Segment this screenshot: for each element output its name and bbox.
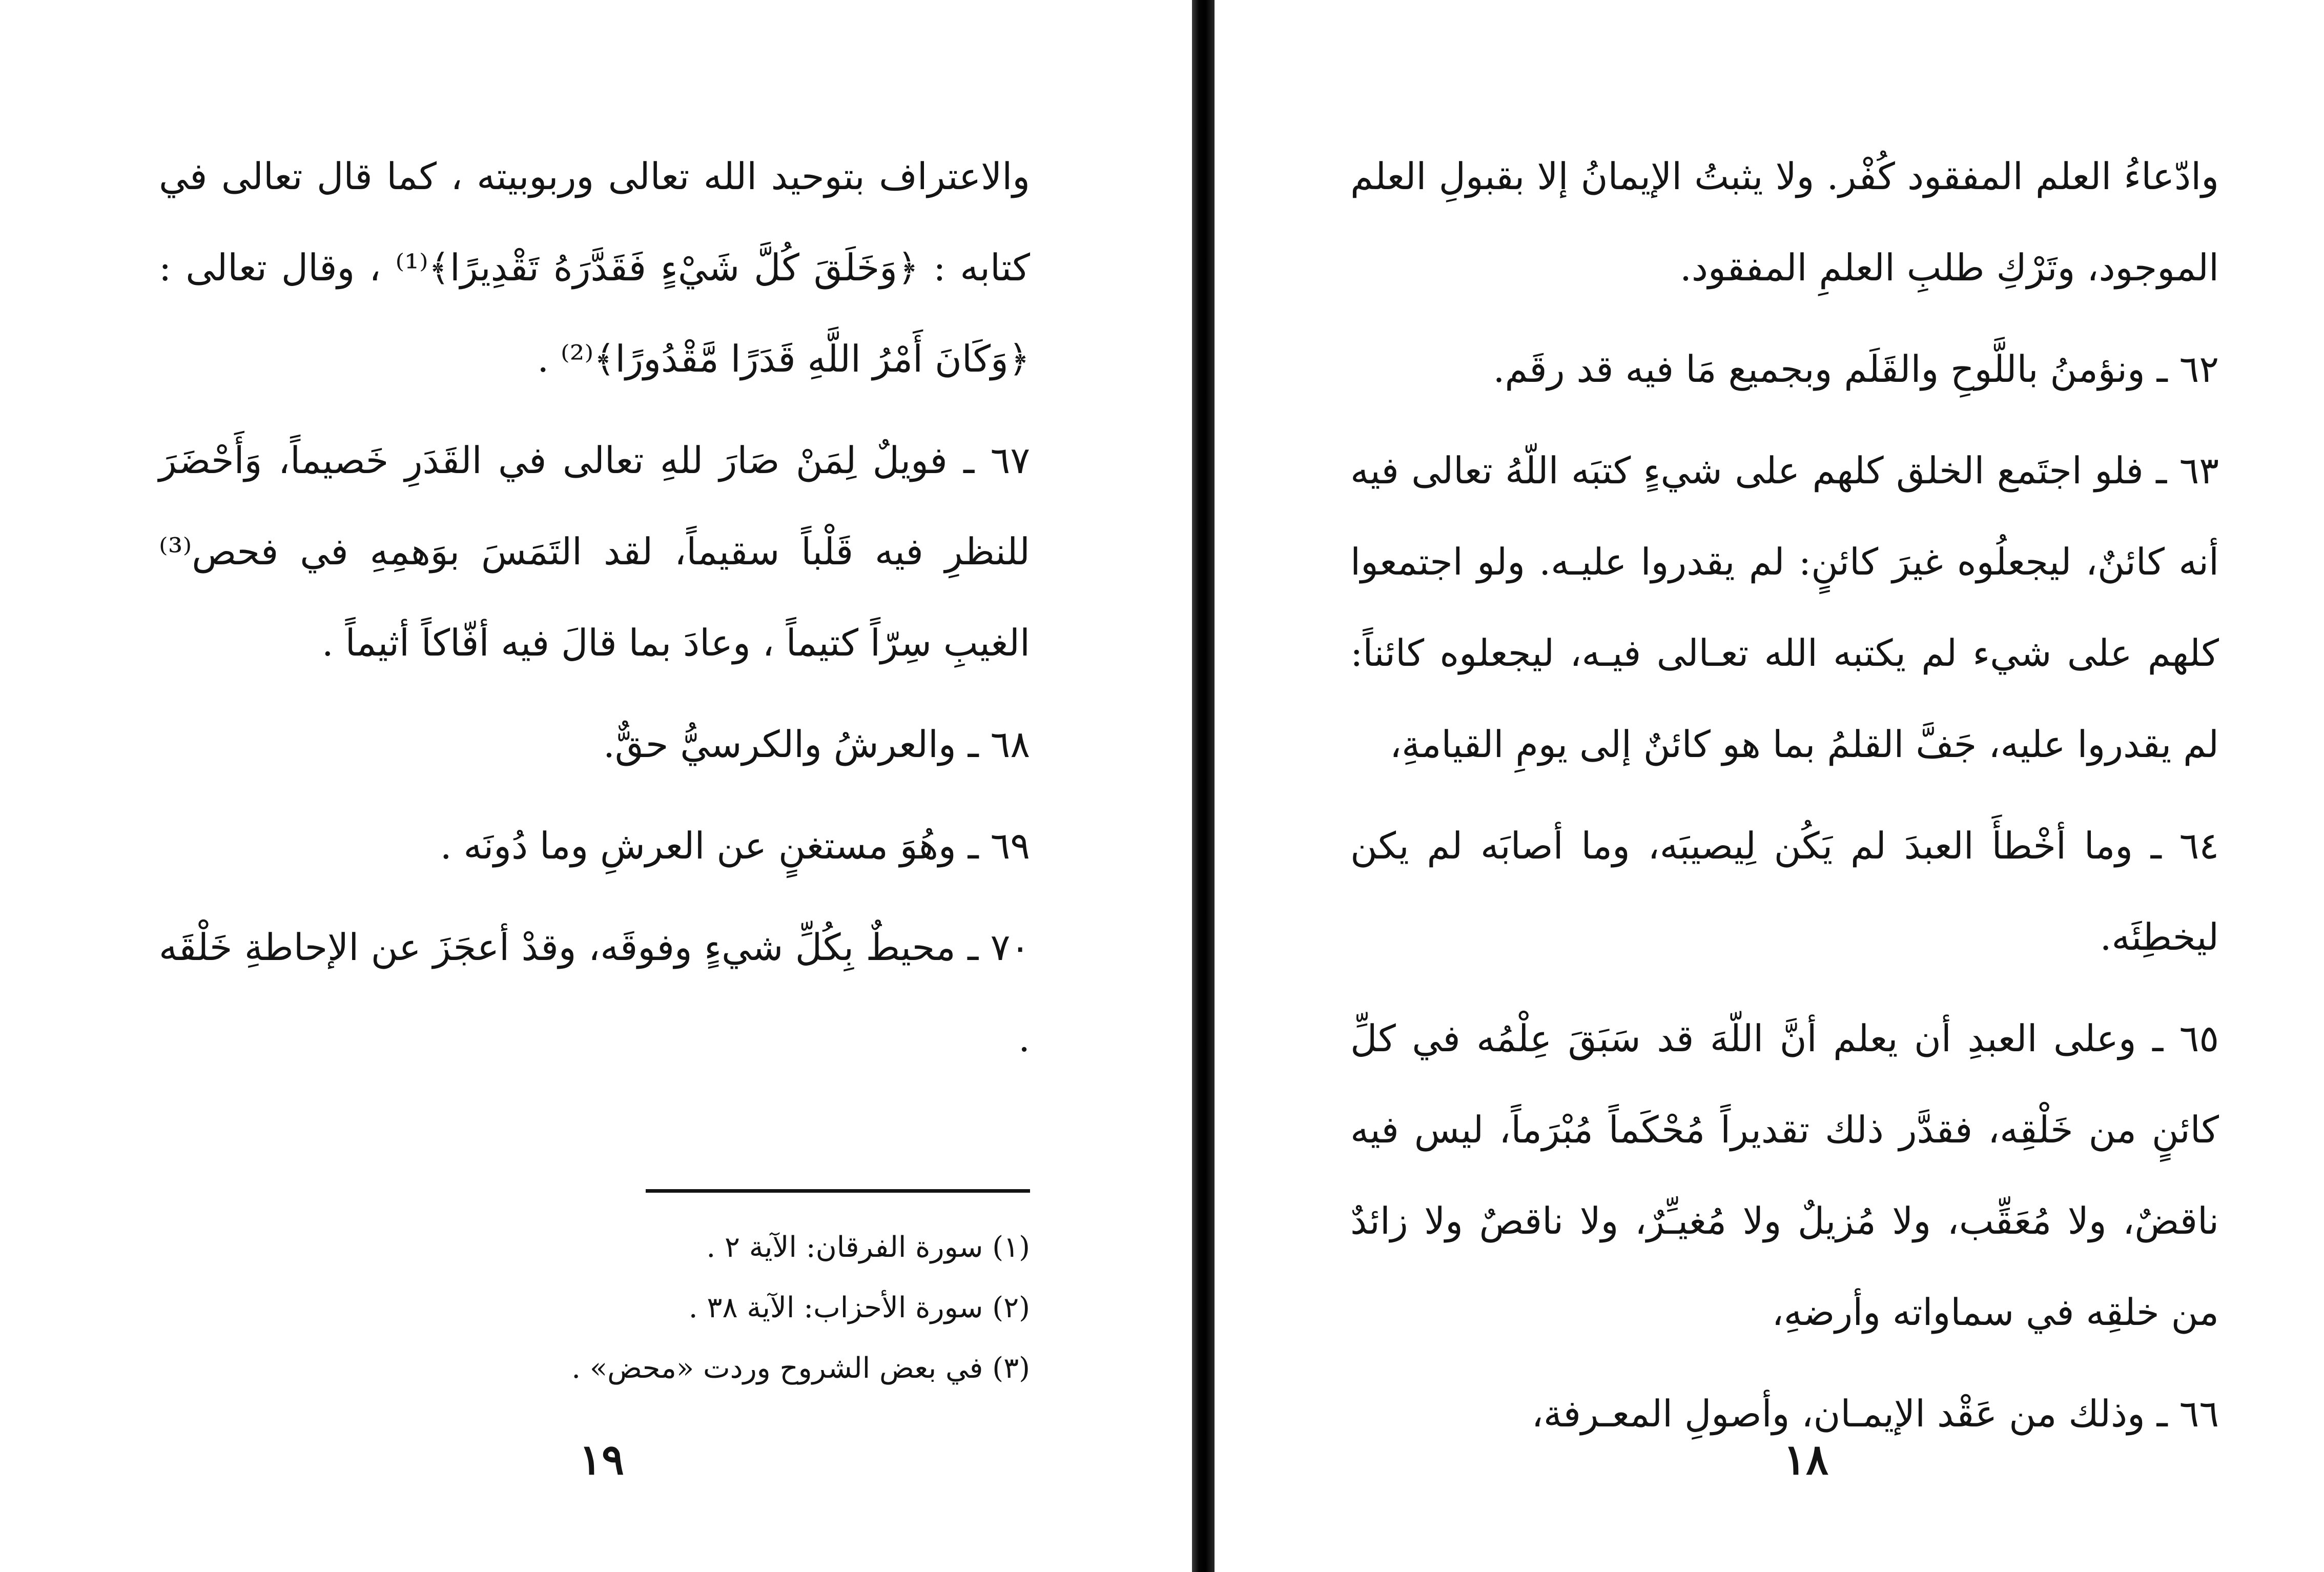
paragraph: وادّعاءُ العلم المفقود كُفْر. ولا يثبتُ الإيمانُ إلا بقبولِ العلم الموجود، وتَرْكِ طلبِ العلمِ المفقود. — [1350, 155, 2219, 289]
left-page-body — [159, 131, 1030, 1084]
footnote-1: (١) سورة الفرقان: الآية ٢ . — [706, 1231, 1030, 1264]
paragraph-63: ٦٣ ـ فلو اجتَمع الخلق كلهم على شيءٍ كتبَه اللّهُ تعالى فيه أنه كائنٌ، ليجعلُوه غيرَ كائنٍ: لم يقدروا عليـه. ولو اجتمعوا كلهم على شيء لم يكتبه الله تعـالى فيـه، ليجعلوه كائناً: لم يقدروا عليه، جَفَّ القلمُ بما هو كائنٌ إلى يومِ القيامةِ، — [1350, 449, 2219, 766]
paragraph-69: ٦٩ ـ وهُوَ مستغنٍ عن العرشِ وما دُونَه . — [440, 824, 1030, 867]
footnote-3: (٣) في بعض الشروح وردت «محض» . — [571, 1352, 1030, 1385]
paragraph-70: ٧٠ ـ محيطٌ بِكُلِّ شيءٍ وفوقَه، وقدْ أعجَزَ عن الإحاطةِ خَلْقَه . — [159, 926, 1030, 1060]
paragraph-64: ٦٤ ـ وما أخْطأَ العبدَ لم يَكُن لِيصيبَه، وما أصابَه لم يكن ليخطِئَه. — [1350, 824, 2219, 958]
page-number-left: ١٩ — [579, 1435, 625, 1484]
right-page-body — [1350, 131, 2219, 1459]
footnote-rule — [646, 1189, 1030, 1193]
paragraph-65: ٦٥ ـ وعلى العبدِ أن يعلم أنَّ اللّهَ قد سَبَقَ عِلْمُه في كلِّ كائنٍ من خَلْقِه، فقدَّر ذلك تقديراً مُحْكَماً مُبْرَماً، ليس فيه ناقضٌ، ولا مُعَقِّب، ولا مُزيلٌ ولا مُغيـِّرٌ، ولا ناقصٌ ولا زائدٌ من خلقِه في سماواته وأرضهِ، — [1350, 1017, 2219, 1334]
page-number-right: ١٨ — [1783, 1435, 1829, 1484]
paragraph: والاعتراف بتوحيد الله تعالى وربوبيته ، كما قال تعالى في كتابه : ﴿وَخَلَقَ كُلَّ شَيْءٍ فَقَدَّرَهُ تَقْدِيرًا﴾⁽¹⁾ ، وقال تعالى : ﴿وَكَانَ أَمْرُ اللَّهِ قَدَرًا مَّقْدُورًا﴾⁽²⁾ . — [159, 155, 1031, 380]
paragraph-66: ٦٦ ـ وذلك من عَقْد الإيمـان، وأصولِ المعـرفة، — [1531, 1392, 2219, 1435]
footnote-list — [436, 1217, 1030, 1399]
right-page — [1215, 0, 2324, 1572]
paragraph-67: ٦٧ ـ فويلٌ لِمَنْ صَارَ للهِ تعالى في القَدَرِ خَصيماً، وَأَحْضَرَ للنظرِ فيه قَلْباً سقيماً، لقد التَمَسَ بوَهمِهِ في فحص⁽³⁾ الغيبِ سِرّاً كتيماً ، وعادَ بما قالَ فيه أفّاكاً أثيماً . — [159, 439, 1030, 664]
paragraph-68: ٦٨ ـ والعرشُ والكرسيُّ حقٌّ. — [603, 723, 1030, 766]
book-spine — [1192, 0, 1215, 1572]
paragraph-62: ٦٢ ـ ونؤمنُ باللَّوحِ والقَلَم وبجميع مَا فيه قد رقَم. — [1493, 348, 2219, 391]
footnote-2: (٢) سورة الأحزاب: الآية ٣٨ . — [688, 1291, 1030, 1324]
